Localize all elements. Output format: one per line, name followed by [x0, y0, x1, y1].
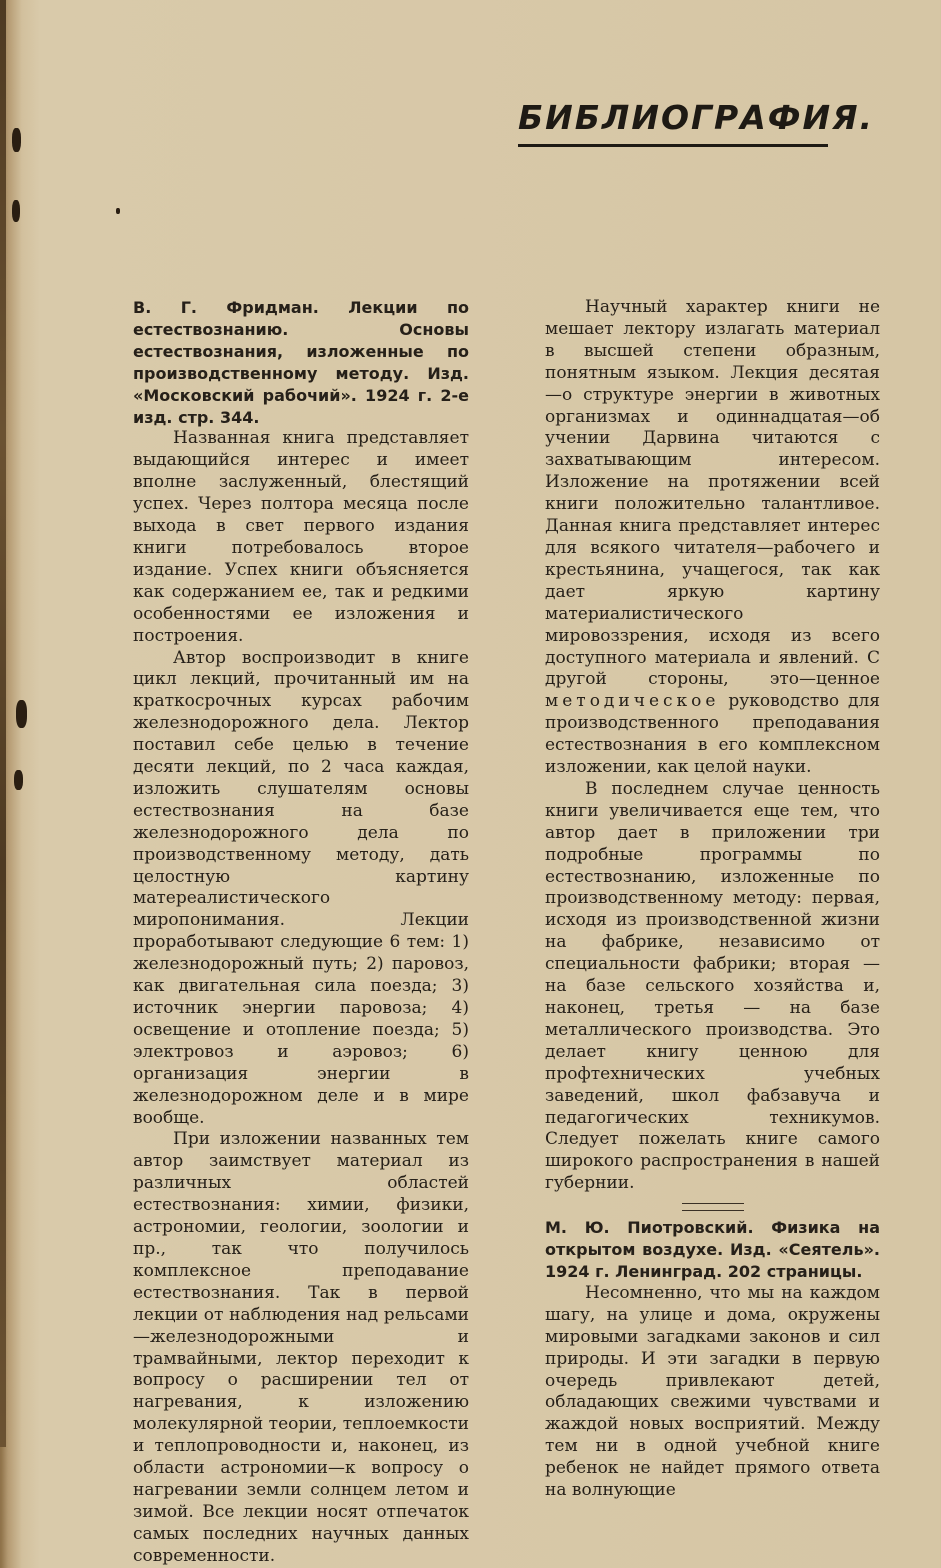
binding-hole-mark: [12, 200, 20, 222]
review-2-reference: М. Ю. Пиотровский. Физика на открытом воздухе. Изд. «Сеятель». 1924 г. Ленинград. 202 страницы.: [545, 1218, 880, 1281]
heading-underline: [518, 144, 828, 147]
review-1-paragraph-2: Автор воспроизводит в книге цикл лекций, прочитанный им на краткосрочных курсах рабочим железнодорожного дела. Лектор поставил себе целью в течение десяти лекций, по 2 часа каждая, изложить слушателям основы естествознания на базе железнодорожного дела по производственному методу, дать целостную картину матереалистического миропонимания. Лекции проработывают следующие 6 тем: 1) железнодорожный путь; 2) паровоз, как двигательная сила поезда; 3) источник энергии паровоза; 4) освещение и отопление поезда; 5) электровоз и аэровоз; 6) организация энергии в железнодорожном деле и в мире вообще.: [133, 647, 469, 1128]
ink-dot: [116, 208, 120, 214]
binding-hole-mark: [16, 700, 27, 728]
review-1-paragraph-5: В последнем случае ценность книги увеличивается еще тем, что автор дает в приложении три подробные программы по естествознанию, изложенные по производственному методу: первая, исходя из производственной жизни на фабрике, независимо от специальности фабрики; вторая — на базе сельского хозяйства и, наконец, третья — на базе металлического производства. Это делает книгу ценною для профтехнических учебных заведений, школ фабзавуча и педагогических техникумов. Следует пожелать книге самого широкого распространения в нашей губернии.: [545, 778, 880, 1194]
review-1-paragraph-4: [545, 297, 880, 779]
section-heading: БИБЛИОГРАФИЯ.: [518, 98, 875, 137]
faded-stamp: [420, 1402, 540, 1436]
paragraph-4-text: Научный характер книги не мешает лектору излагать материал в высшей степени образным, понятным языком. Лекция десятая—о структуре энергии в животных организмах и одиннадцатая—об учении Дарвина читаются с захватывающим интересом. Изложение на протяжении всей книги положительно талантливое. Данная книга представляет интерес для всякого читателя—рабочего и крестьянина, учащегося, так как дает яркую картину материалистического мировоззрения, исходя из всего доступного материала и явлений. С другой стороны, это—ценное: [545, 297, 880, 690]
paragraph-4-end: руководство для производственного преподавания естествознания в его комплексном изложении, как целой науки.: [545, 691, 880, 778]
binding-hole-mark: [12, 128, 21, 152]
review-1-reference: В. Г. Фридман. Лекции по естествознанию. Основы естествознания, изложенные по производственному методу. Изд. «Московский рабочий». 1924 г. 2-е изд. стр. 344.: [133, 298, 469, 427]
spaced-emphasis: методическое: [545, 691, 720, 712]
review-1-paragraph-3: При изложении названных тем автор заимствует материал из различных областей естествознания: химии, физики, астрономии, геологии, зоологии и пр., так что получилось комплексное преподавание естествознания. Так в первой лекции от наблюдения над рельсами—железнодорожными и трамвайными, лектор переходит к вопросу о расширении тел от нагревания, к изложению молекулярной теории, теплоемкости и теплопроводности и, наконец, из области астрономии—к вопросу о нагревании земли солнцем летом и зимой. Все лекции носят отпечаток самых последних научных данных современности.: [133, 1129, 469, 1566]
book-spine-edge: [0, 0, 6, 1447]
section-separator: [682, 1203, 744, 1211]
review-2-paragraph-1: Несомненно, что мы на каждом шагу, на улице и дома, окружены мировыми загадками законов и сил природы. И эти загадки в первую очередь привлекают детей, обладающих свежими чувствами и жаждой новых восприятий. Между тем ни в одной учебной книге ребенок не найдет прямого ответа на волнующие: [545, 1282, 880, 1501]
left-column: [133, 297, 469, 1568]
binding-hole-mark: [14, 770, 23, 790]
review-1-paragraph-1: Названная книга представляет выдающийся интерес и имеет вполне заслуженный, блестящий успех. Через полтора месяца после выхода в свет первого издания книги потребовалось второе издание. Успех книги объясняется как содержанием ее, так и редкими особенностями ее изложения и построения.: [133, 428, 469, 646]
right-column: [545, 297, 880, 1502]
